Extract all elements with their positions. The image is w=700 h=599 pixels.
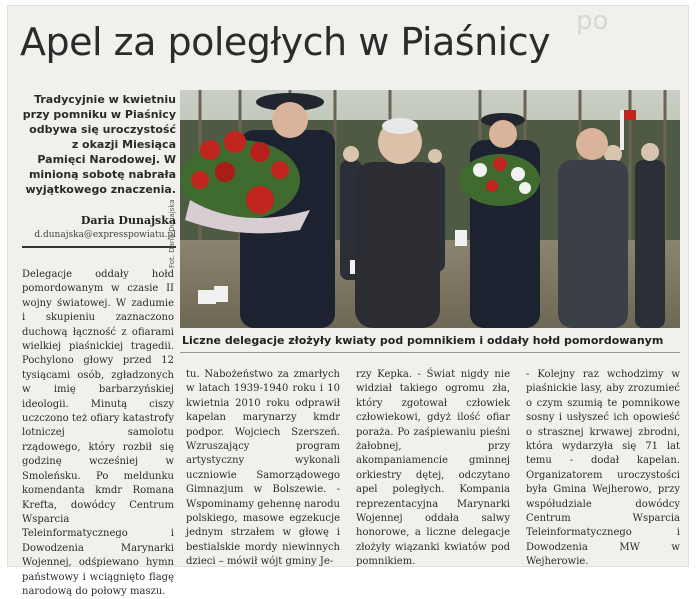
article-column-1 [22,268,174,599]
author-divider [22,246,176,248]
ceremony-photo [180,90,680,328]
photo-caption: Liczne delegacje złożyły kwiaty pod pomnikiem i oddały hołd pomordowanym [182,334,664,347]
newspaper-page [8,6,688,597]
ceremony-photo-illustration [180,90,680,328]
author-name: Daria Dunajska [80,214,176,227]
column-3-text: rzy Kepka. - Świat nigdy nie widział takiego ogromu zła, który zgotował człowiek człowiekowi, gdyż ilość ofiar poraża. Po zaśpiewaniu pieśni żałobnej, przy akompaniamencie gminnej orkiestry dętej, odczytano apel poległych. Kompania reprezentacyjna Marynarki Wojennej oddała salwy honorowe, a liczne delegacje złożyły wiązanki kwiatów pod pomnikiem. [356,369,510,568]
bleed-through-text: po [576,6,609,36]
author-email: d.dunajska@expresspowiatu.pl [34,230,176,240]
column-1-text: Delegacje oddały hołd pomordowanym w czasie II wojny światowej. W zadumie i skupieniu zaznaczono duchową łączność z ofiarami wielkiej piaśnickiej tragedii. Pochylono głowy przed 12 tysiącami osób, zgładzonych w imię barbarzyńskiej ideologii. Minutą ciszy uczczono też ofiary katastrofy lotniczej samolotu rządowego, który rozbił się godzinę wcześniej w Smoleńsku. Po meldunku komendanta kmdr Romana Krefta, dowódcy Centrum Wsparcia Teleinformatycznego i Dowodzenia Marynarki Wojennej, odśpiewano hymn państwowy i wciągnięto flagę narodową do połowy maszu. [22,269,174,597]
caption-divider [180,352,680,353]
photo-credit: Fot. Daria Dunajska [168,199,176,268]
article-column-3 [356,368,510,570]
article-headline: Apel za poległych w Piaśnicy [20,20,551,64]
column-2-text: tu. Nabożeństwo za zmarłych w latach 1939-1940 roku i 10 kwietnia 2010 roku odprawił kapelan marynarzy kmdr podpor. Wojciech Szerszeń. Wzruszający program artystyczny wykonali uczniowie Samorządowego Gimnazjum w Bolszewie. - Wspominamy gehennę narodu polskiego, masowe egzekucje jednym strzałem w głowę i bestialskie mordy niewinnych dzieci – mówił wójt gminy Je- [186,369,340,568]
column-4-text: - Kolejny raz wchodzimy w piaśnickie lasy, aby zrozumieć o czym szumią te pomnikowe sosny i usłyszeć ich opowieść o strasznej krwawej zbrodni, która wydarzyła się 71 lat temu - dodał kapelan. Organizatorem uroczystości była Gmina Wejherowo, przy współudziale dowódcy Centrum Wsparcia Teleinformatycznego i Dowodzenia MW w Wejherowie. [526,369,680,568]
article-column-2 [186,368,340,570]
article-lead: Tradycyjnie w kwietniu przy pomniku w Piaśnicy odbywa się uroczystość z okazji Miesiąca Pamięci Narodowej. W minioną sobotę nabrała wyjątkowego znaczenia. [22,93,176,196]
article-column-4 [526,368,680,570]
